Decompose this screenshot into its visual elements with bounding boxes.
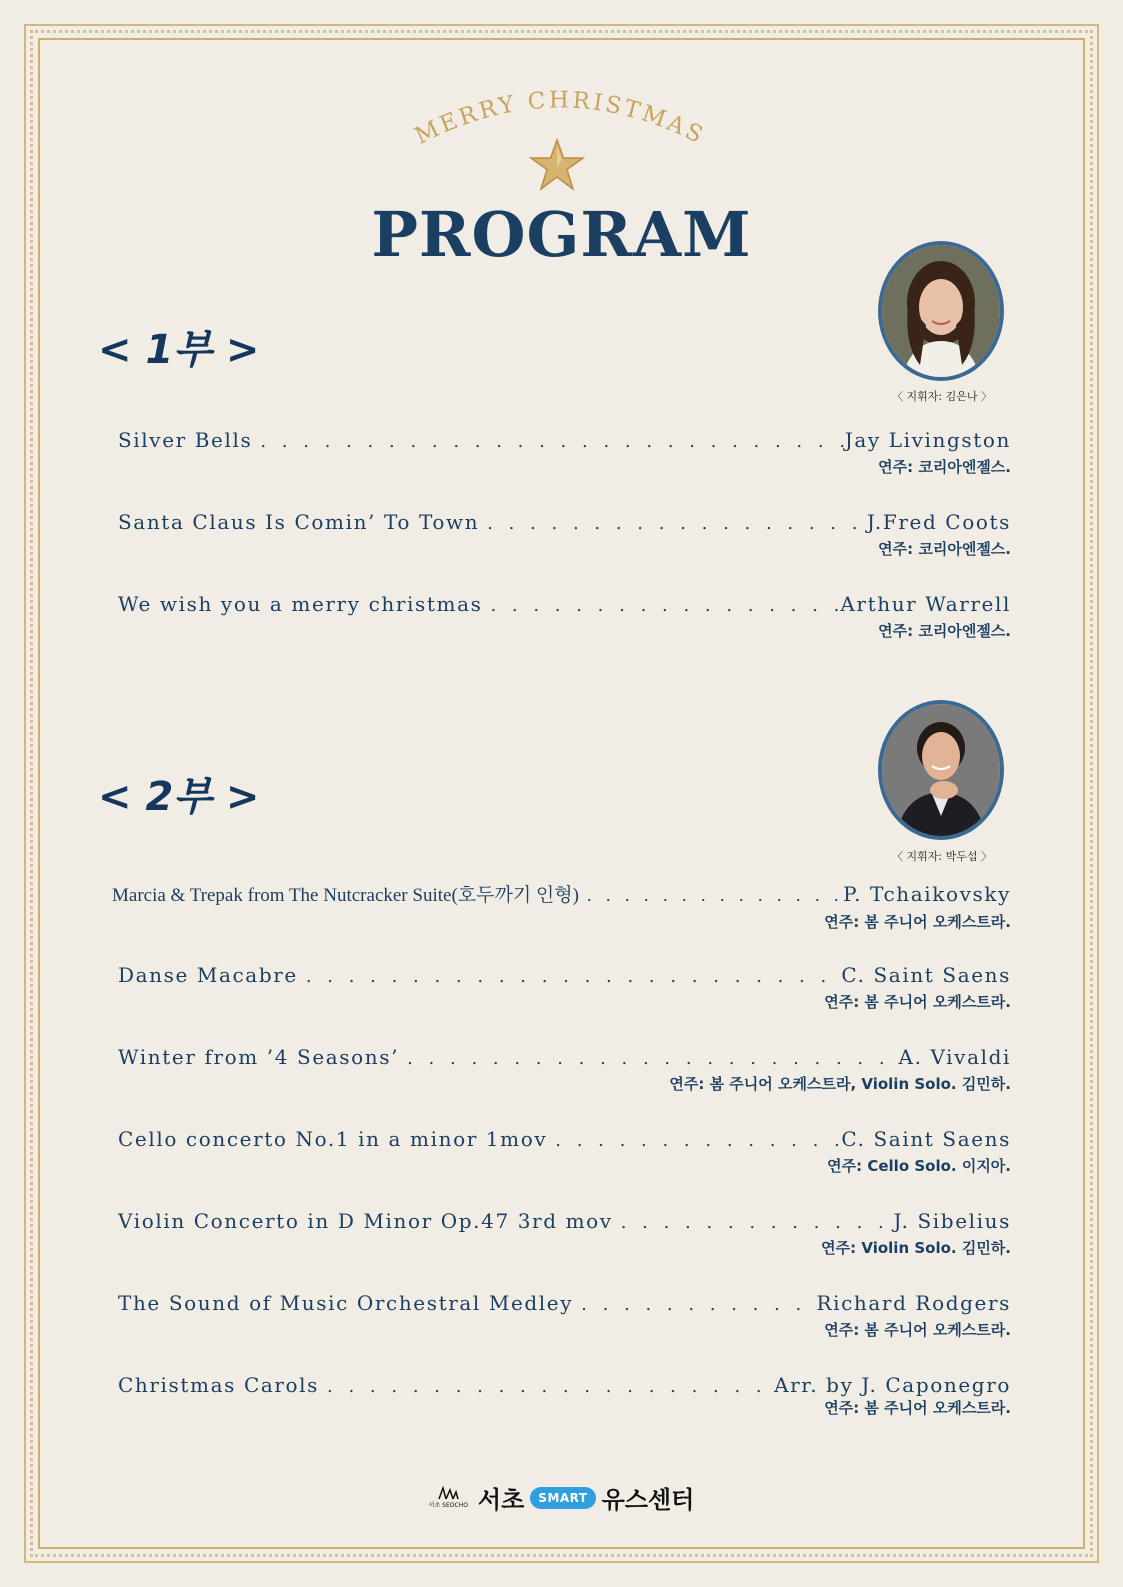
- footer-logo: [0, 1480, 1123, 1515]
- piece-title: Marcia & Trepak from The Nutcracker Suite(호두까기 인형): [112, 885, 579, 906]
- leader-dots: [319, 1376, 774, 1397]
- footer-name-right: 유스센터: [601, 1486, 695, 1514]
- performer: 연주: 코리아엔젤스.: [878, 622, 1011, 640]
- piece-title: Danse Macabre: [118, 963, 298, 987]
- performer: 연주: Violin Solo. 김민하.: [821, 1239, 1011, 1257]
- piece-title: Cello concerto No.1 in a minor 1mov: [118, 1127, 548, 1151]
- composer: A. Vivaldi: [898, 1045, 1011, 1069]
- piece-title: Christmas Carols: [118, 1373, 320, 1397]
- program-item: [112, 880, 1011, 932]
- composer: P. Tchaikovsky: [843, 882, 1011, 906]
- composer: Arr. by J. Caponegro: [774, 1373, 1011, 1397]
- piece-title: We wish you a merry christmas: [118, 592, 483, 616]
- composer: J. Sibelius: [893, 1209, 1011, 1233]
- logo-small-text: 서초 SEOCHO: [428, 1502, 468, 1509]
- program-item: [118, 1291, 1011, 1340]
- leader-dots: [252, 431, 844, 452]
- piece-title: Silver Bells: [118, 428, 253, 452]
- leader-dots: [298, 966, 842, 987]
- piece-title: Winter from ’4 Seasons’: [118, 1045, 400, 1069]
- piece-title: The Sound of Music Orchestral Medley: [118, 1291, 574, 1315]
- program-item: [118, 428, 1011, 477]
- program-item: [118, 510, 1011, 559]
- program-item: [118, 1373, 1011, 1418]
- leader-dots: [399, 1048, 898, 1069]
- composer: Richard Rodgers: [816, 1291, 1011, 1315]
- arc-text: MERRY CHRISTMAS: [410, 87, 710, 150]
- performer: 연주: 봄 주니어 오케스트라.: [824, 1321, 1011, 1339]
- conductor2-caption: 〈 지휘자: 박두섭 〉: [892, 850, 992, 863]
- performer: 연주: Cello Solo. 이지아.: [827, 1157, 1011, 1175]
- leader-dots: [613, 1212, 894, 1233]
- footer-name-left: 서초: [477, 1486, 525, 1514]
- program-item: [118, 963, 1011, 1012]
- piece-title: Santa Claus Is Comin’ To Town: [118, 510, 480, 534]
- composer: C. Saint Saens: [841, 1127, 1011, 1151]
- leader-dots: [579, 885, 843, 906]
- program-item: [118, 1209, 1011, 1258]
- leader-dots: [479, 513, 867, 534]
- smart-pill: SMART: [530, 1487, 595, 1509]
- composer: C. Saint Saens: [841, 963, 1011, 987]
- conductor1-caption: 〈 지휘자: 김은나 〉: [892, 390, 992, 403]
- performer: 연주: 코리아엔젤스.: [878, 458, 1011, 476]
- page-title: PROGRAM: [371, 198, 752, 271]
- star-icon: [529, 138, 585, 192]
- performer: 연주: 봄 주니어 오케스트라.: [824, 993, 1011, 1011]
- program-item: [118, 592, 1011, 641]
- performer: 연주: 봄 주니어 오케스트라, Violin Solo. 김민하.: [669, 1075, 1011, 1093]
- leader-dots: [573, 1294, 816, 1315]
- piece-title: Violin Concerto in D Minor Op.47 3rd mov: [118, 1209, 613, 1233]
- part1-heading: < 1부 >: [98, 327, 260, 373]
- conductor2-photo: [878, 700, 1004, 840]
- program-item: [118, 1127, 1011, 1176]
- part2-heading: < 2부 >: [98, 774, 260, 820]
- composer: Jay Livingston: [844, 428, 1011, 452]
- performer: 연주: 코리아엔젤스.: [878, 540, 1011, 558]
- program-item: [118, 1045, 1011, 1094]
- composer: Arthur Warrell: [840, 592, 1011, 616]
- conductor1-photo: [878, 241, 1004, 381]
- composer: J.Fred Coots: [866, 510, 1011, 534]
- performer: 연주: 봄 주니어 오케스트라.: [824, 913, 1011, 931]
- leader-dots: [547, 1130, 841, 1151]
- leader-dots: [482, 595, 840, 616]
- performer: 연주: 봄 주니어 오케스트라.: [824, 1399, 1011, 1417]
- seocho-mark-icon: [429, 1486, 468, 1509]
